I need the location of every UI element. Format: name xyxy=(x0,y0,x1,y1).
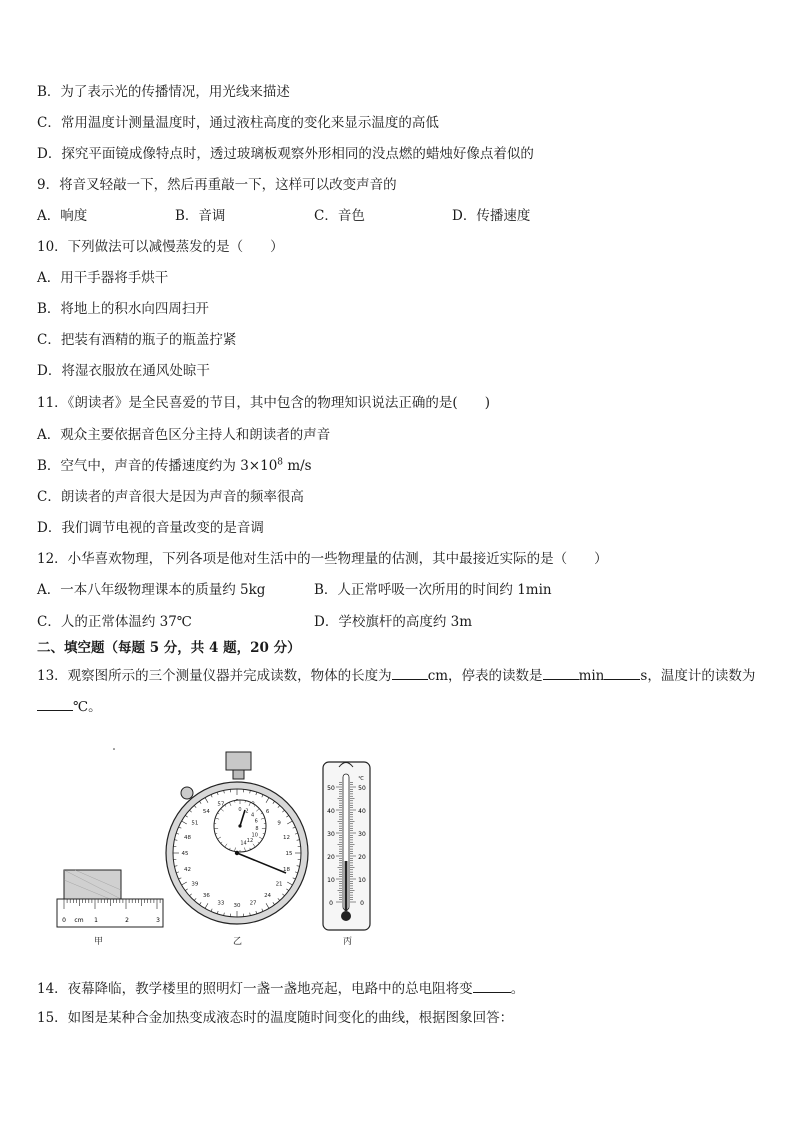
q10-option-b: B．将地上的积水向四周扫开 xyxy=(37,301,209,317)
q10-option-c: C．把装有酒精的瓶子的瓶盖拧紧 xyxy=(37,332,237,348)
q9-option-d: D．传播速度 xyxy=(452,208,531,224)
stopwatch-outer-number: 15 xyxy=(285,851,293,857)
q10-option-d: D．将湿衣服放在通风处晾干 xyxy=(37,363,210,379)
q14-text: 14．夜幕降临，教学楼里的照明灯一盏一盏地亮起，电路中的总电阻将变 xyxy=(37,981,473,997)
q11-option-b-text: B．空气中，声音的传播速度约为 3×10 xyxy=(37,458,278,474)
figure-caption-ruler: 甲 xyxy=(94,937,104,947)
q8-option-b: B．为了表示光的传播情况，用光线来描述 xyxy=(37,84,290,100)
q13-blank-length[interactable] xyxy=(392,665,428,680)
q15-stem: 15．如图是某种合金加热变成液态时的温度随时间变化的曲线，根据图象回答： xyxy=(37,1010,514,1026)
thermo-scale-right-50: 50 xyxy=(358,785,366,792)
stopwatch-outer-number: 54 xyxy=(202,808,210,815)
ruler-label-unit: cm xyxy=(74,917,84,924)
q13-blank-seconds[interactable] xyxy=(604,665,640,680)
stopwatch-inner-number: 6 xyxy=(254,818,258,825)
figure-caption-stopwatch: 乙 xyxy=(233,937,243,947)
stopwatch-outer-number: 6 xyxy=(265,808,270,815)
q12-option-b: B．人正常呼吸一次所用的时间约 1min xyxy=(314,582,552,598)
stopwatch-outer-number: 57 xyxy=(217,801,225,808)
stopwatch-inner-number: 10 xyxy=(251,832,258,839)
thermometer-diagram xyxy=(323,762,370,930)
thermo-scale-right-40: 40 xyxy=(358,808,366,815)
thermo-scale-right-30: 30 xyxy=(358,831,366,838)
stopwatch-outer-number: 21 xyxy=(275,881,283,888)
figure-caption-thermometer: 丙 xyxy=(343,937,353,947)
ruler-diagram xyxy=(57,870,163,927)
q12-stem: 12．小华喜欢物理，下列各项是他对生活中的一些物理量的估测，其中最接近实际的是（ ） xyxy=(37,551,608,567)
ruler-label-3: 3 xyxy=(156,917,160,924)
q8-option-c: C．常用温度计测量温度时，通过液柱高度的变化来显示温度的高低 xyxy=(37,115,439,131)
stopwatch-outer-number: 51 xyxy=(191,820,199,827)
stopwatch-side-button xyxy=(181,787,193,799)
q14-blank[interactable] xyxy=(473,978,511,993)
stopwatch-inner-number: 8 xyxy=(255,825,259,832)
stopwatch-inner-number: 4 xyxy=(251,812,255,819)
stopwatch-inner-number: 14 xyxy=(240,840,247,847)
q13-stem-line2 xyxy=(37,696,102,716)
stopwatch-inner-number: 0 xyxy=(238,807,242,813)
thermo-scale-right-0: 0 xyxy=(360,900,364,907)
section-heading: 二、填空题（每题 5 分，共 4 题，20 分） xyxy=(37,640,301,656)
ruler-label-1: 1 xyxy=(94,917,98,924)
q11-option-b-unit: m/s xyxy=(283,458,312,474)
q9-option-b: B．音调 xyxy=(175,208,226,224)
q9-stem: 9．将音叉轻敲一下，然后再重敲一下，这样可以改变声音的 xyxy=(37,177,397,193)
q13-text-4: s，温度计的读数为 xyxy=(640,668,756,684)
thermo-scale-left-10: 10 xyxy=(327,877,335,884)
q10-option-a: A．用干手器将手烘干 xyxy=(37,270,169,286)
q9-option-a: A．响度 xyxy=(37,208,88,224)
stopwatch-crown xyxy=(226,752,251,770)
q9-option-c: C．音色 xyxy=(314,208,365,224)
stopwatch-outer-number: 27 xyxy=(249,900,257,907)
thermo-scale-left-30: 30 xyxy=(327,831,335,838)
stopwatch-inner-number: 12 xyxy=(246,837,254,844)
thermo-scale-right-20: 20 xyxy=(358,854,366,861)
q13-text-2: cm，停表的读数是 xyxy=(427,668,543,684)
q13-text-3: min xyxy=(578,668,605,684)
stopwatch-outer-number: 45 xyxy=(181,851,189,857)
thermometer-unit: ℃ xyxy=(358,776,364,782)
ruler-label-0: 0 xyxy=(62,917,66,924)
stopwatch-outer-number: 30 xyxy=(233,903,241,909)
stopwatch-outer-number: 48 xyxy=(184,834,192,841)
ruler xyxy=(57,899,163,927)
q12-option-d: D．学校旗杆的高度约 3m xyxy=(314,614,473,630)
q13-blank-minutes[interactable] xyxy=(543,665,579,680)
thermo-scale-left-50: 50 xyxy=(327,785,335,792)
ruler-label-2: 2 xyxy=(125,917,129,924)
stopwatch-outer-number: 12 xyxy=(282,834,290,841)
stopwatch-outer-number: 36 xyxy=(202,893,210,900)
q14-end: 。 xyxy=(510,981,525,997)
thermo-scale-left-40: 40 xyxy=(327,808,335,815)
q8-option-d: D．探究平面镜成像特点时，透过玻璃板观察外形相同的没点燃的蜡烛好像点着似的 xyxy=(37,146,534,162)
q11-option-b xyxy=(37,457,312,475)
q12-option-c: C．人的正常体温约 37℃ xyxy=(37,614,192,630)
thermo-scale-left-0: 0 xyxy=(329,900,333,907)
stopwatch-inner-number: 2 xyxy=(245,808,249,815)
stopwatch-outer-number: 24 xyxy=(264,893,272,900)
q11-option-d: D．我们调节电视的音量改变的是音调 xyxy=(37,520,264,536)
q13-blank-temperature[interactable] xyxy=(37,696,73,711)
thermometer-bulb xyxy=(341,911,351,921)
thermometer-liquid xyxy=(345,861,348,911)
stopwatch-outer-number: 33 xyxy=(217,900,225,907)
q13-text-5: ℃。 xyxy=(73,699,102,715)
q11-option-b-exponent: 8 xyxy=(277,457,284,468)
q13-text-1: 13．观察图所示的三个测量仪器并完成读数，物体的长度为 xyxy=(37,668,392,684)
stopwatch-outer-number: 18 xyxy=(282,867,290,874)
stopwatch-outer-number: 39 xyxy=(191,881,199,888)
stopwatch-diagram xyxy=(166,752,308,924)
q11-option-c: C．朗读者的声音很大是因为声音的频率很高 xyxy=(37,489,304,505)
thermo-scale-left-20: 20 xyxy=(327,854,335,861)
q11-option-a: A．观众主要依据音色区分主持人和朗读者的声音 xyxy=(37,427,331,443)
q14-stem xyxy=(37,978,524,998)
q10-stem: 10．下列做法可以减慢蒸发的是（ ） xyxy=(37,239,284,255)
measurement-figure xyxy=(0,730,794,990)
stopwatch-outer-number: 9 xyxy=(277,820,281,827)
stopwatch-outer-number: 42 xyxy=(184,867,192,874)
q12-option-a: A．一本八年级物理课本的质量约 5kg xyxy=(37,582,266,598)
q13-stem xyxy=(37,665,755,685)
q11-stem: 11．《朗读者》是全民喜爱的节目，其中包含的物理知识说法正确的是( ) xyxy=(37,395,490,411)
thermo-scale-right-10: 10 xyxy=(358,877,366,884)
